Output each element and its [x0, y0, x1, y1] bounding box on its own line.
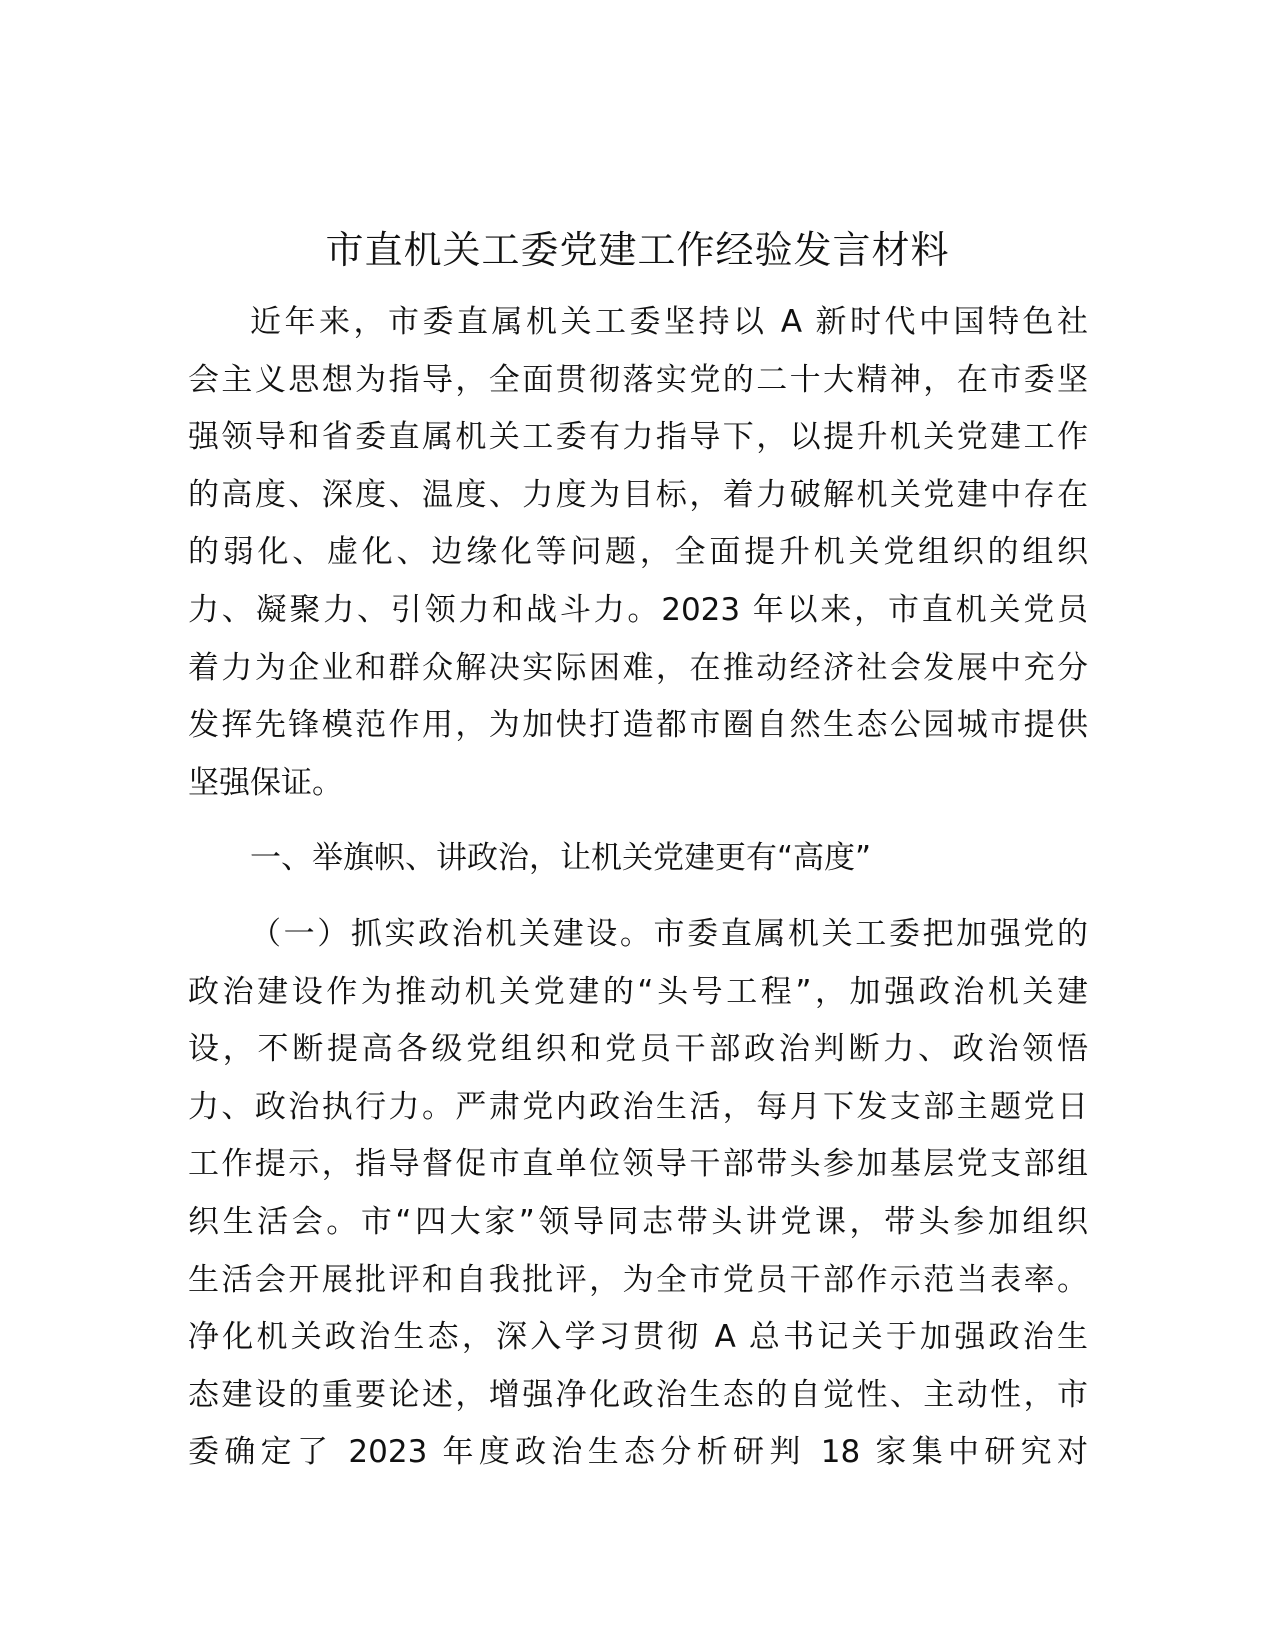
text-line: 着力为企业和群众解决实际困难，在推动经济社会发展中充分: [188, 649, 1088, 686]
text-line: 生活会开展批评和自我批评，为全市党员干部作示范当表率。: [188, 1261, 1088, 1298]
text-line: 强领导和省委直属机关工委有力指导下，以提升机关党建工作: [188, 419, 1088, 456]
text-line: 力、政治执行力。严肃党内政治生活，每月下发支部主题党日: [188, 1088, 1088, 1125]
text-line: 态建设的重要论述，增强净化政治生态的自觉性、主动性，市: [188, 1376, 1088, 1413]
section-heading: 一、举旗帜、讲政治，让机关党建更有“高度”: [250, 840, 872, 877]
text-line: 设，不断提高各级党组织和党员干部政治判断力、政治领悟: [188, 1031, 1088, 1068]
spacer: [188, 812, 1088, 830]
text-line: 净化机关政治生态，深入学习贯彻 A 总书记关于加强政治生: [188, 1319, 1088, 1356]
text-line: 委确定了 2023 年度政治生态分析研判 18 家集中研究对: [188, 1434, 1088, 1471]
text-line: 坚强保证。: [188, 764, 343, 801]
text-line: （一）抓实政治机关建设。市委直属机关工委把加强党的: [250, 915, 1088, 952]
paragraph-intro: [188, 294, 1088, 812]
document-body: [188, 294, 1088, 1482]
text-line: 会主义思想为指导，全面贯彻落实党的二十大精神，在市委坚: [188, 361, 1088, 398]
paragraph-section1: [188, 906, 1088, 1482]
text-line: 政治建设作为推动机关党建的“头号工程”，加强政治机关建: [188, 973, 1088, 1010]
document-title: 市直机关工委党建工作经验发言材料: [325, 228, 950, 272]
text-line: 织生活会。市“四大家”领导同志带头讲党课，带头参加组织: [188, 1203, 1088, 1240]
text-line: 力、凝聚力、引领力和战斗力。2023 年以来，市直机关党员: [188, 591, 1088, 628]
text-line: 发挥先锋模范作用，为加快打造都市圈自然生态公园城市提供: [188, 707, 1088, 744]
text-line: 的弱化、虚化、边缘化等问题，全面提升机关党组织的组织: [188, 534, 1088, 571]
spacer: [188, 888, 1088, 906]
text-line: 近年来，市委直属机关工委坚持以 A 新时代中国特色社: [250, 304, 1088, 340]
text-line: 工作提示，指导督促市直单位领导干部带头参加基层党支部组: [188, 1146, 1088, 1183]
text-line: 的高度、深度、温度、力度为目标，着力破解机关党建中存在: [188, 476, 1088, 513]
